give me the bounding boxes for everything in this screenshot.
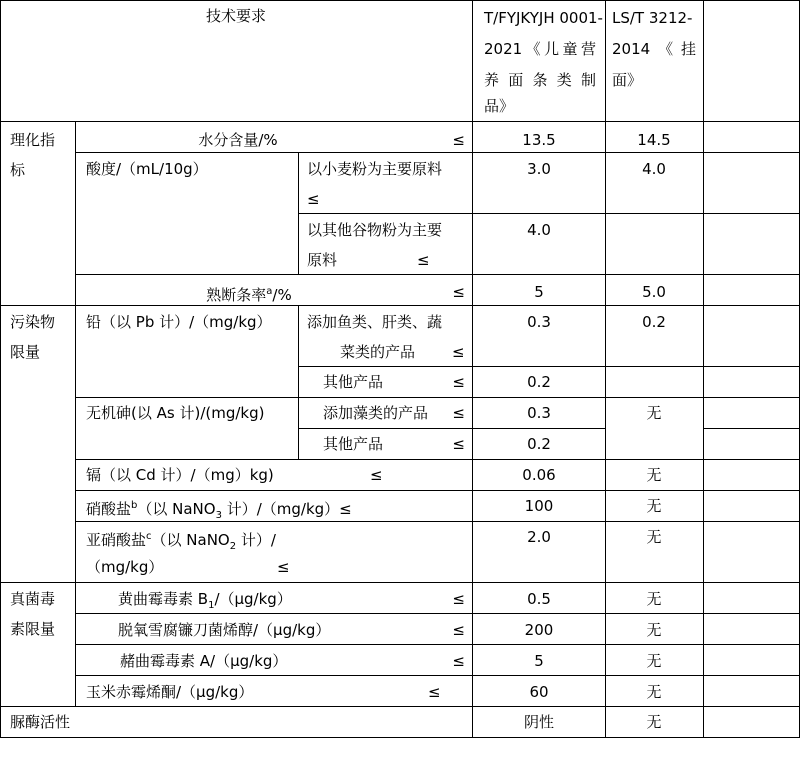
don-le: ≤ xyxy=(452,621,465,639)
section-phys-label-1: 理化指 xyxy=(10,131,56,149)
header-std1-line1: T/FYJKYJH 0001- xyxy=(484,9,603,27)
cadmium-label: 镉（以 Cd 计）/（mg）kg) xyxy=(86,466,274,484)
don-std2: 无 xyxy=(646,621,662,639)
header-requirement: 技术要求 xyxy=(205,7,267,25)
don-std1: 200 xyxy=(524,621,554,639)
cadmium-std2: 无 xyxy=(646,466,662,484)
acidity-std2: 4.0 xyxy=(642,160,666,178)
acidity-other-line2: 原料 xyxy=(307,251,338,269)
header-std1-line4: 品》 xyxy=(484,97,515,115)
header-std2-line1: LS/T 3212- xyxy=(612,9,693,27)
lead-other-le: ≤ xyxy=(452,373,465,391)
urease-label: 脲酶活性 xyxy=(10,713,71,731)
header-std2-line3: 面》 xyxy=(612,71,643,89)
ochratoxin-std2: 无 xyxy=(646,652,662,670)
section-phys-label-2: 标 xyxy=(10,161,26,179)
lead-other-label: 其他产品 xyxy=(323,373,384,391)
aflatoxin-le: ≤ xyxy=(452,590,465,608)
nitrite-std1: 2.0 xyxy=(527,528,551,546)
moisture-le: ≤ xyxy=(452,131,465,149)
header-std1-line2: 2021《儿童营 xyxy=(484,40,596,58)
breakage-label: 熟断条率$^a$/% xyxy=(206,286,292,304)
acidity-other-line1: 以其他谷物粉为主要 xyxy=(307,221,443,239)
cadmium-std1: 0.06 xyxy=(522,466,556,484)
acidity-label: 酸度/（mL/10g） xyxy=(86,160,208,178)
arsenic-other-label: 其他产品 xyxy=(323,435,384,453)
lead-other-std1: 0.2 xyxy=(527,373,551,391)
ochratoxin-le: ≤ xyxy=(452,652,465,670)
lead-std2: 0.2 xyxy=(642,313,666,331)
nitrate-std2: 无 xyxy=(646,497,662,515)
section-contam-label-1: 污染物 xyxy=(10,313,56,331)
don-label: 脱氧雪腐镰刀菌烯醇/（μg/kg） xyxy=(118,621,331,639)
acidity-wheat-le: ≤ xyxy=(307,190,320,208)
cadmium-le: ≤ xyxy=(370,466,383,484)
aflatoxin-std2: 无 xyxy=(646,590,662,608)
acidity-wheat-line1: 以小麦粉为主要原料 xyxy=(307,160,443,178)
acidity-wheat-std1: 3.0 xyxy=(527,160,551,178)
section-myco-label-1: 真菌毒 xyxy=(10,590,56,608)
ochratoxin-std1: 5 xyxy=(534,652,544,670)
breakage-std1: 5 xyxy=(534,283,544,301)
moisture-label: 水分含量/% xyxy=(198,131,278,149)
lead-label: 铅（以 Pb 计）/（mg/kg） xyxy=(86,313,272,331)
acidity-other-std1: 4.0 xyxy=(527,221,551,239)
arsenic-algae-label: 添加藻类的产品 xyxy=(323,404,429,422)
arsenic-algae-std1: 0.3 xyxy=(527,404,551,422)
nitrite-le: ≤ xyxy=(277,558,290,576)
moisture-std1: 13.5 xyxy=(522,131,556,149)
acidity-other-le: ≤ xyxy=(417,251,430,269)
lead-veg-std1: 0.3 xyxy=(527,313,551,331)
lead-veg-line1: 添加鱼类、肝类、蔬 xyxy=(307,313,443,331)
arsenic-std2: 无 xyxy=(646,404,662,422)
aflatoxin-label: 黄曲霉毒素 $B_1/(\mu g/kg)$ xyxy=(118,590,292,611)
zearalenone-le: ≤ xyxy=(428,683,441,701)
nitrite-label-line2: （mg/kg） xyxy=(86,558,164,576)
arsenic-other-std1: 0.2 xyxy=(527,435,551,453)
arsenic-other-le: ≤ xyxy=(452,435,465,453)
header-std2-line2: 2014《挂 xyxy=(612,40,696,58)
nitrate-std1: 100 xyxy=(524,497,554,515)
urease-std1: 阴性 xyxy=(523,713,555,731)
nitrate-label: 硝酸盐$^b$（以 NaNO$_3$ 计）/（mg/kg）≤ xyxy=(86,500,352,521)
zearalenone-std1: 60 xyxy=(529,683,549,701)
breakage-le: ≤ xyxy=(452,283,465,301)
ochratoxin-label: 赭曲霉毒素 A/（μg/kg） xyxy=(120,652,288,670)
arsenic-label: 无机砷(以 As 计)/(mg/kg) xyxy=(86,404,265,422)
aflatoxin-std1: 0.5 xyxy=(527,590,551,608)
breakage-std2: 5.0 xyxy=(642,283,666,301)
header-std1-line3: 养面条类制 xyxy=(484,71,596,89)
lead-veg-le: ≤ xyxy=(452,343,465,361)
section-myco-label-2: 素限量 xyxy=(10,620,56,638)
lead-veg-line2: 菜类的产品 xyxy=(340,343,416,361)
nitrite-std2: 无 xyxy=(646,528,662,546)
arsenic-algae-le: ≤ xyxy=(452,404,465,422)
zearalenone-label: 玉米赤霉烯酮/（μg/kg） xyxy=(86,683,254,701)
nitrite-label-line1: 亚硝酸盐$^c$（以 NaNO$_2$ 计）/ xyxy=(86,531,276,552)
section-contam-label-2: 限量 xyxy=(10,343,41,361)
zearalenone-std2: 无 xyxy=(646,683,662,701)
moisture-std2: 14.5 xyxy=(637,131,671,149)
urease-std2: 无 xyxy=(646,713,662,731)
